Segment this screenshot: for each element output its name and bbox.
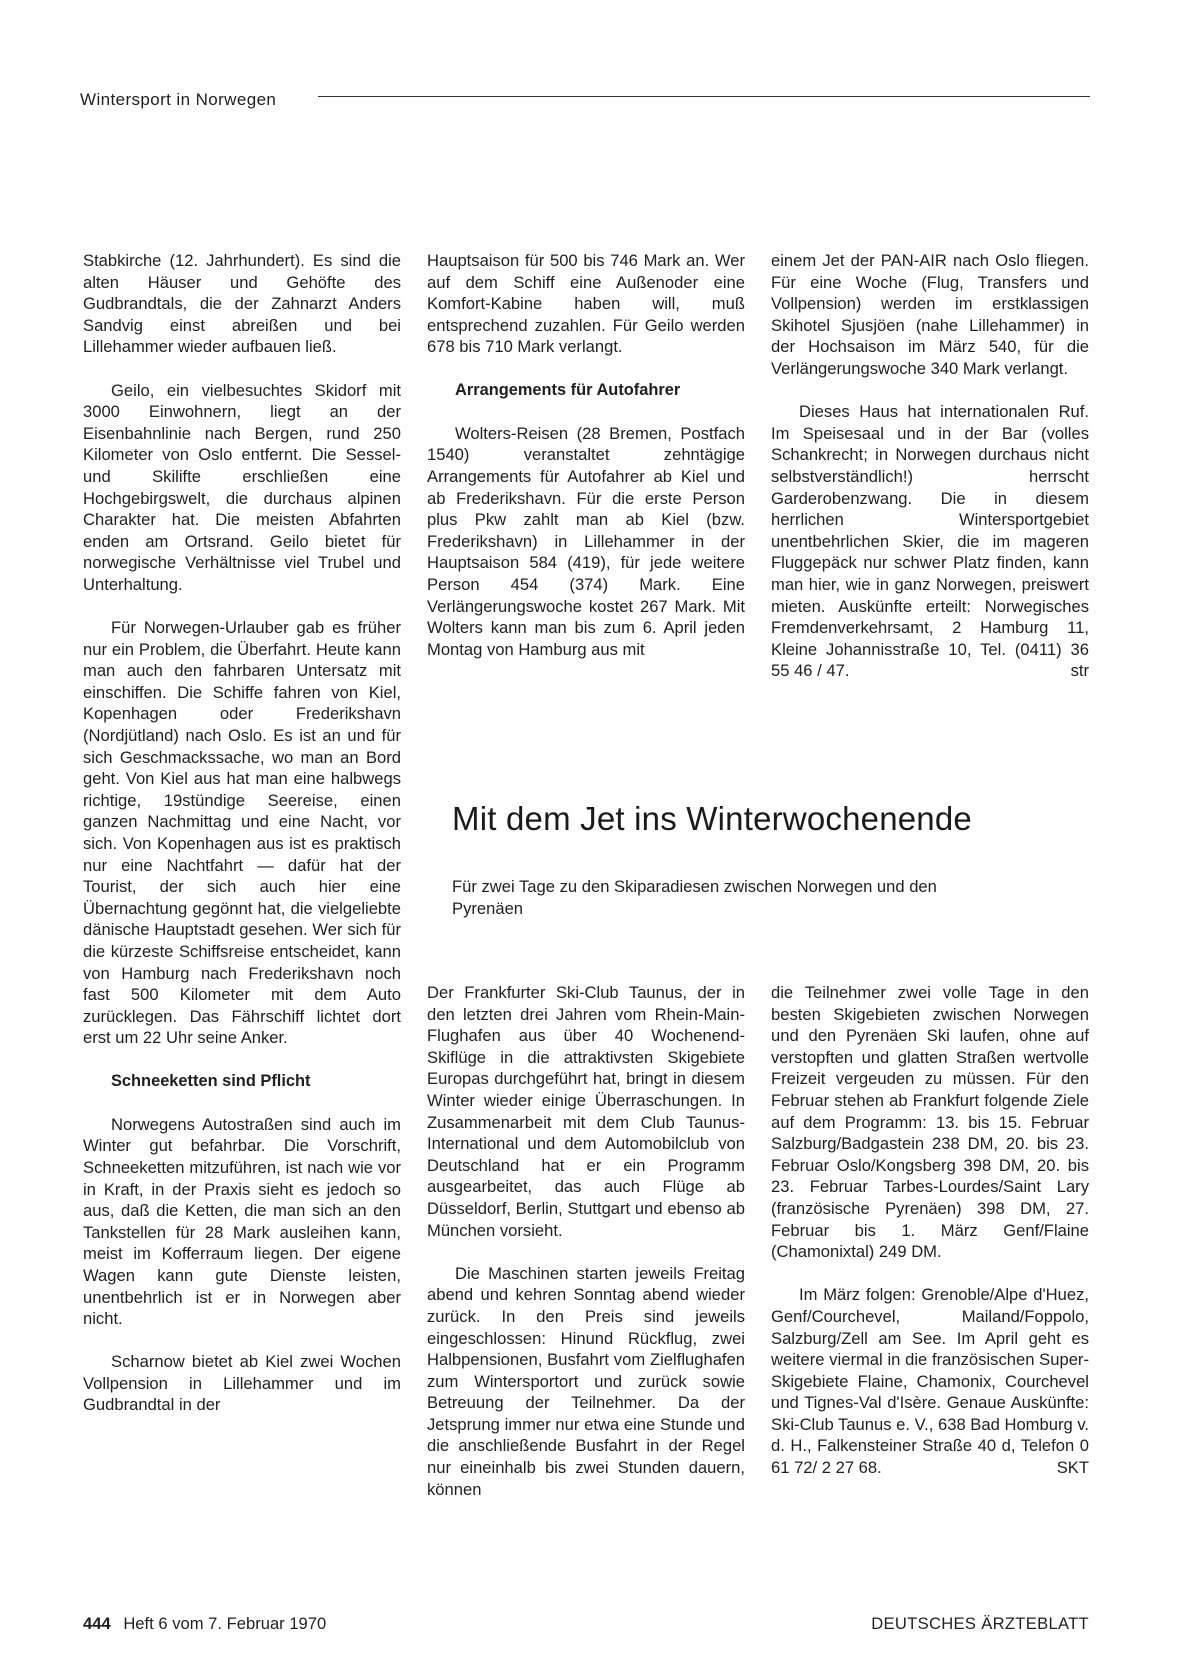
section-title: Wintersport in Norwegen <box>80 90 288 110</box>
author-signature: str <box>1070 661 1089 681</box>
journal-name: DEUTSCHES ÄRZTEBLATT <box>871 1614 1089 1633</box>
paragraph: Geilo, ein vielbesuchtes Skidorf mit 3000 Einwohnern, liegt an der Eisenbahnlinie nach Bergen, rund 250 Kilometer von Oslo entfernt. Die Sessel- und Skilifte erschließen eine Hochgebirgswelt, die durchaus alpinen Charakter hat. Die meisten Abfahrten enden am Ortsrand. Geilo bietet für norwegische Verhältnisse viel Trubel und Unterhaltung. <box>83 380 401 594</box>
header-rule <box>318 96 1090 97</box>
issue-info: Heft 6 vom 7. Februar 1970 <box>123 1614 327 1633</box>
paragraph: die Teilnehmer zwei volle Tage in den besten Skigebieten zwischen Norwegen und den Pyrenäen Ski laufen, ohne auf verstopften und glatten Straßen wertvolle Freizeit vergeuden zu müssen. Für den Februar stehen ab Frankfurt folgende Ziele auf dem Programm: 13. bis 15. Februar Salzburg/Badgastein 238 DM, 20. bis 23. Februar Oslo/Kongsberg 398 DM, 20. bis 23. Februar Tarbes-Lourdes/Saint Lary (französische Pyrenäen) 398 DM, 27. Februar bis 1. März Genf/Flaine (Chamonixtal) 249 DM. <box>771 983 1089 1262</box>
page-footer <box>83 1614 1089 1634</box>
article-subtitle: Für zwei Tage zu den Skiparadiesen zwischen Norwegen und den Pyrenäen <box>452 877 937 918</box>
subheading-arrangements: Arrangements für Autofahrer <box>455 380 681 399</box>
paragraph-text: Im März folgen: Grenoble/Alpe d'Huez, Genf/Courchevel, Mailand/Foppolo, Salzburg/Zell am See. Im April geht es weitere viermal in die französischen Super-Skigebiete Flaine, Chamonix, Courchevel und Tignes-Val d'Isère. Genaue Auskünfte: Ski-Club Taunus e. V., 638 Bad Homburg v. d. H., Falkensteiner Straße 40 d, Telefon 0 61 72/ 2 27 68. <box>771 1285 1089 1478</box>
column-2 <box>427 250 745 660</box>
paragraph <box>771 1284 1089 1478</box>
running-header <box>80 90 1090 114</box>
paragraph: Hauptsaison für 500 bis 746 Mark an. Wer auf dem Schiff eine Außenoder eine Komfort-Kabine haben will, muß entsprechend zuzahlen. Für Geilo werden 678 bis 710 Mark verlangt. <box>427 251 745 357</box>
paragraph: Scharnow bietet ab Kiel zwei Wochen Vollpension in Lillehammer und im Gudbrandtal in der <box>83 1352 401 1415</box>
paragraph: einem Jet der PAN-AIR nach Oslo fliegen. Für eine Woche (Flug, Transfers und Vollpension) werden im erstklassigen Skihotel Sjusjöen (nahe Lillehammer) in der Hochsaison im März 540, für die Verlängerungswoche 340 Mark verlangt. <box>771 251 1089 378</box>
paragraph: Für Norwegen-Urlauber gab es früher nur ein Problem, die Überfahrt. Heute kann man auch den fahrbaren Untersatz mit einschiffen. Die Schiffe fahren von Kiel, Kopenhagen oder Frederikshavn (Nordjütland) nach Oslo. Es ist an und für sich Geschmackssache, wo man an Bord geht. Von Kiel aus hat man eine halbwegs richtige, 19stündige Seereise, einen ganzen Nachmittag und eine Nacht, vor sich. Von Kopenhagen aus ist es praktisch nur eine Nachtfahrt — dafür hat der Tourist, der sich auch hier eine Übernachtung gegönnt hat, die vielgeliebte dänische Hauptstadt gesehen. Wer sich für die kürzeste Schiffsreise entscheidet, kann von Hamburg nach Frederikshavn noch fast 500 Kilometer mit dem Auto zurücklegen. Das Fährschiff lichtet dort erst um 22 Uhr seine Anker. <box>83 618 401 1048</box>
column-5 <box>771 982 1089 1479</box>
subheading-schneeketten: Schneeketten sind Pflicht <box>111 1071 311 1090</box>
paragraph: Der Frankfurter Ski-Club Taunus, der in den letzten drei Jahren vom Rhein-Main-Flughafen aus über 40 Wochenend-Skiflüge in die attraktivsten Skigebiete Europas durchgeführt hat, bringt in diesem Winter wieder einige Überraschungen. In Zusammenarbeit mit dem Club Taunus-International und dem Automobilclub von Deutschland hat er ein Programm ausgearbeitet, das auch Flüge ab Düsseldorf, Berlin, Stuttgart und ebenso ab München vorsieht. <box>427 983 745 1240</box>
column-3 <box>771 250 1089 682</box>
article-title: Mit dem Jet ins Winterwochenende <box>452 800 972 837</box>
paragraph-text: Dieses Haus hat internationalen Ruf. Im Speisesaal und in der Bar (volles Schankrecht; in Norwegen durchaus nicht selbstverständlich!) herrscht Garderobenzwang. Die in diesem herrlichen Wintersportgebiet unentbehrlichen Skier, die im mageren Fluggepäck nur schwer Platz finden, kann man hier, wie in ganz Norwegen, preiswert mieten. Auskünfte erteilt: Norwegisches Fremdenverkehrsamt, 2 Hamburg 11, Kleine Johannisstraße 10, Tel. (0411) 36 55 46 / 47. <box>771 402 1089 681</box>
paragraph: Wolters-Reisen (28 Bremen, Postfach 1540) veranstaltet zehntägige Arrangements für Autofahrer ab Kiel und ab Frederikshavn. Für die erste Person plus Pkw zahlt man ab Kiel (bzw. Frederikshavn) in Lillehammer in der Hauptsaison 584 (419), für jede weitere Person 454 (374) Mark. Eine Verlängerungswoche kostet 267 Mark. Mit Wolters kann man bis zum 6. April jeden Montag von Hamburg aus mit <box>427 423 745 659</box>
paragraph <box>771 401 1089 682</box>
paragraph: Die Maschinen starten jeweils Freitag abend und kehren Sonntag abend wieder zurück. In den Preis sind jeweils eingeschlossen: Hinund Rückflug, zwei Halbpensionen, Busfahrt vom Zielflughafen zum Wintersportort und zurück sowie Betreuung der Teilnehmer. Da der Jetsprung immer nur etwa eine Stunde und die anschließende Busfahrt in der Regel nur eineinhalb bis zwei Stunden dauern, können <box>427 1263 745 1499</box>
paragraph: Norwegens Autostraßen sind auch im Winter gut befahrbar. Die Vorschrift, Schneeketten mitzuführen, ist nach wie vor in Kraft, in der Praxis sieht es jedoch so aus, daß die Ketten, die man sich an den Tankstellen für 28 Mark ausleihen kann, meist im Kofferraum liegen. Der eigene Wagen kann gute Dienste leisten, unentbehrlich ist er in Norwegen aber nicht. <box>83 1114 401 1329</box>
column-1 <box>83 250 401 1416</box>
author-signature: SKT <box>1056 1458 1089 1478</box>
paragraph: Stabkirche (12. Jahrhundert). Es sind die alten Häuser und Gehöfte des Gudbrandtals, die der Zahnarzt Anders Sandvig einst abreißen und bei Lillehammer wieder aufbauen ließ. <box>83 251 401 357</box>
page-number: 444 <box>83 1614 111 1633</box>
column-4 <box>427 982 745 1500</box>
